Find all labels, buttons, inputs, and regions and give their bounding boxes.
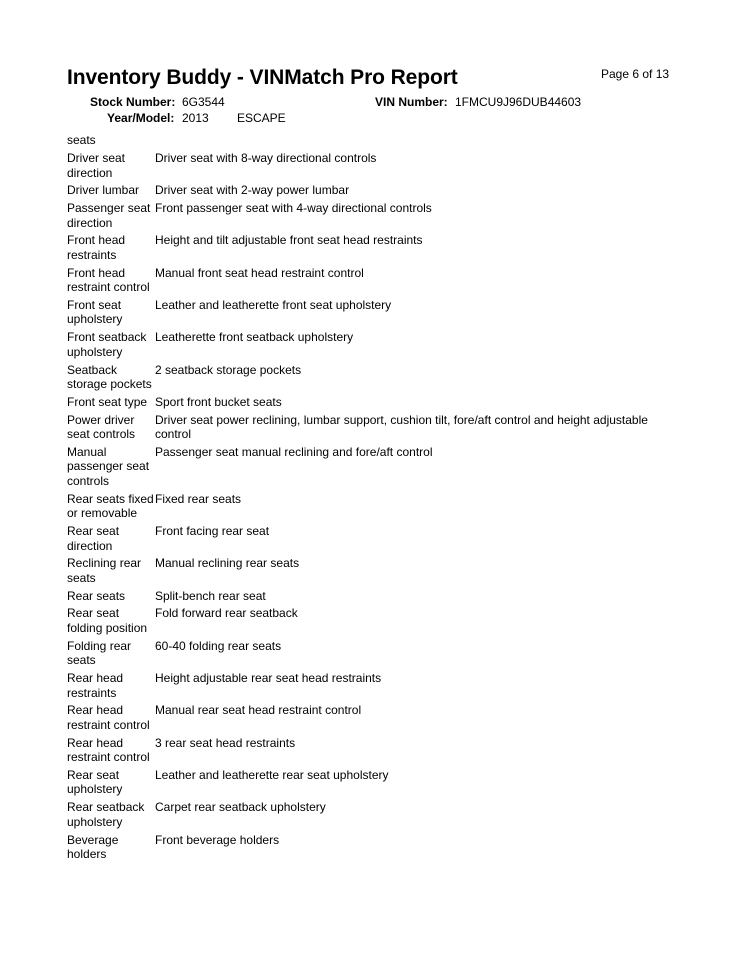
feature-name: Manual passenger seat controls bbox=[67, 444, 150, 488]
vin-number-label: VIN Number: bbox=[375, 95, 448, 109]
feature-row bbox=[67, 556, 677, 585]
feature-description: Split-bench rear seat bbox=[155, 588, 266, 603]
feature-description: Fixed rear seats bbox=[155, 491, 242, 506]
feature-name: Seatback storage pockets bbox=[67, 362, 152, 392]
feature-description: Height and tilt adjustable front seat head restraints bbox=[155, 233, 423, 248]
feature-row bbox=[67, 201, 677, 230]
feature-row bbox=[67, 768, 677, 797]
feature-name: Front head restraints bbox=[67, 233, 126, 262]
feature-description: Leatherette front seatback upholstery bbox=[155, 330, 354, 345]
feature-name: Rear seats fixed or removable bbox=[67, 491, 154, 521]
feature-description: Manual reclining rear seats bbox=[155, 556, 300, 571]
feature-row bbox=[67, 183, 677, 198]
feature-description: Driver seat with 2-way power lumbar bbox=[155, 183, 350, 198]
feature-row bbox=[67, 445, 677, 489]
feature-name: Driver lumbar bbox=[67, 183, 140, 198]
feature-description: Front facing rear seat bbox=[155, 524, 270, 539]
model-value: ESCAPE bbox=[237, 111, 286, 125]
feature-description: Front beverage holders bbox=[155, 832, 280, 847]
feature-name: Rear head restraint control bbox=[67, 735, 150, 765]
feature-row bbox=[67, 395, 677, 410]
continuation-text: seats bbox=[67, 133, 96, 147]
feature-name: Power driver seat controls bbox=[67, 412, 136, 442]
feature-name: Rear seat folding position bbox=[67, 606, 148, 635]
feature-row bbox=[67, 266, 677, 295]
feature-row bbox=[67, 492, 677, 521]
feature-description: Sport front bucket seats bbox=[155, 394, 282, 409]
feature-name: Driver seat direction bbox=[67, 151, 126, 180]
feature-description: Driver seat power reclining, lumbar support, cushion tilt, fore/aft control and height adjustable control bbox=[155, 412, 648, 442]
feature-description: 2 seatback storage pockets bbox=[155, 362, 302, 377]
feature-description: Manual front seat head restraint control bbox=[155, 265, 364, 280]
feature-description: Carpet rear seatback upholstery bbox=[155, 800, 326, 815]
feature-row bbox=[67, 671, 677, 700]
feature-description: Driver seat with 8-way directional controls bbox=[155, 151, 377, 165]
feature-row bbox=[67, 524, 677, 553]
feature-description: Leather and leatherette front seat upholstery bbox=[155, 297, 392, 312]
feature-row bbox=[67, 413, 677, 442]
year-value: 2013 bbox=[182, 111, 209, 125]
feature-row bbox=[67, 151, 677, 180]
feature-description: 60-40 folding rear seats bbox=[155, 638, 282, 653]
feature-name: Rear head restraints bbox=[67, 671, 124, 700]
feature-description: Front passenger seat with 4-way directional controls bbox=[155, 201, 432, 216]
feature-row bbox=[67, 330, 677, 359]
stock-number-label: Stock Number: bbox=[90, 95, 176, 109]
feature-name: Rear seatback upholstery bbox=[67, 800, 145, 829]
feature-row bbox=[67, 800, 677, 829]
feature-description: Height adjustable rear seat head restraints bbox=[155, 671, 382, 686]
feature-row bbox=[67, 736, 677, 765]
year-model-label: Year/Model: bbox=[107, 111, 175, 125]
feature-row bbox=[67, 639, 677, 668]
feature-name: Rear seats bbox=[67, 588, 126, 603]
feature-name: Front seatback upholstery bbox=[67, 330, 147, 359]
feature-row bbox=[67, 606, 677, 635]
vin-number-value: 1FMCU9J96DUB44603 bbox=[455, 95, 582, 109]
feature-name: Front head restraint control bbox=[67, 265, 150, 295]
feature-name: Front seat type bbox=[67, 394, 148, 409]
feature-description: Manual rear seat head restraint control bbox=[155, 703, 362, 718]
stock-number-value: 6G3544 bbox=[182, 95, 225, 109]
feature-row bbox=[67, 233, 677, 262]
feature-description: Leather and leatherette rear seat upholstery bbox=[155, 767, 389, 782]
feature-name: Passenger seat direction bbox=[67, 201, 151, 230]
feature-row bbox=[67, 298, 677, 327]
feature-name: Reclining rear seats bbox=[67, 556, 142, 585]
report-title: Inventory Buddy - VINMatch Pro Report bbox=[67, 66, 458, 89]
feature-name: Rear head restraint control bbox=[67, 703, 150, 732]
feature-description: 3 rear seat head restraints bbox=[155, 735, 296, 750]
feature-description: Passenger seat manual reclining and fore/aft control bbox=[155, 444, 433, 459]
feature-row bbox=[67, 363, 677, 392]
feature-name: Front seat upholstery bbox=[67, 297, 123, 327]
feature-list bbox=[67, 151, 677, 865]
feature-row bbox=[67, 703, 677, 732]
feature-name: Folding rear seats bbox=[67, 638, 132, 668]
feature-name: Rear seat direction bbox=[67, 524, 120, 553]
feature-row bbox=[67, 833, 677, 862]
feature-description: Fold forward rear seatback bbox=[155, 606, 298, 621]
page-number: Page 6 of 13 bbox=[601, 67, 670, 81]
feature-name: Beverage holders bbox=[67, 832, 119, 862]
feature-name: Rear seat upholstery bbox=[67, 767, 123, 797]
feature-row bbox=[67, 589, 677, 604]
